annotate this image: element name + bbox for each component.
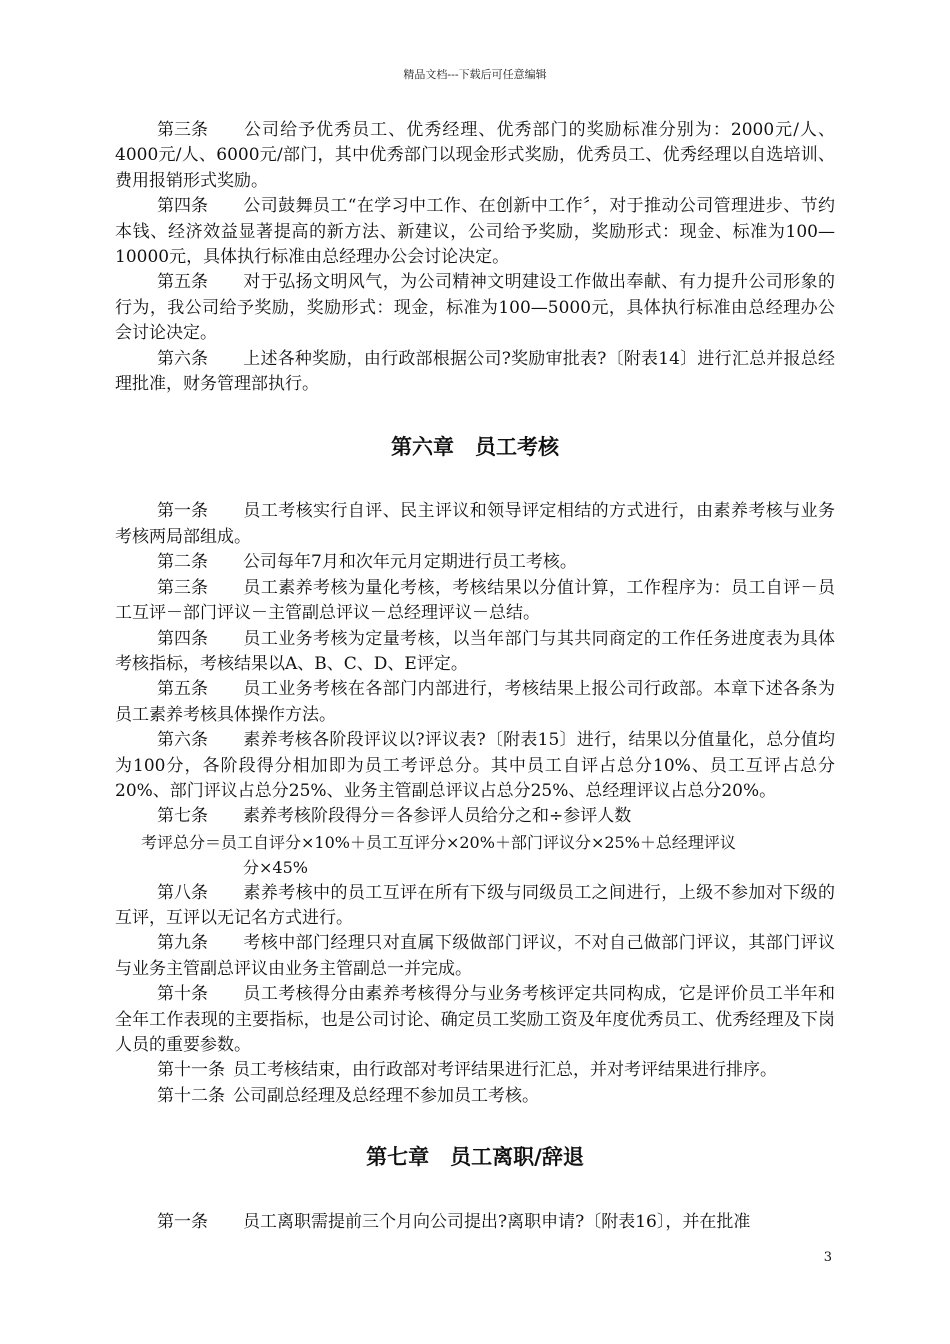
article-number: 第二条 bbox=[157, 552, 208, 573]
article-paragraph bbox=[115, 627, 835, 678]
article-number: 第五条 bbox=[157, 679, 208, 700]
section-rewards bbox=[115, 118, 835, 397]
article-paragraph bbox=[115, 1058, 835, 1083]
chapter-7-heading: 第七章 员工离职/辞退 bbox=[366, 1145, 584, 1170]
article-number: 第四条 bbox=[157, 628, 208, 649]
article-number: 第七条 bbox=[157, 806, 208, 827]
score-formula bbox=[115, 830, 835, 881]
article-number: 第三条 bbox=[157, 120, 208, 140]
article-paragraph bbox=[115, 576, 835, 627]
article-paragraph bbox=[115, 1210, 835, 1235]
article-text: 素养考核阶段得分＝各参评人员给分之和÷参评人数 bbox=[243, 806, 632, 827]
article-number: 第十一条 bbox=[157, 1060, 225, 1081]
article-text: 考核中部门经理只对直属下级做部门评议，不对自己做部门评议，其部门评议与业务主管副总评议由业务主管副总一并完成。 bbox=[115, 933, 835, 979]
article-text: 员工素养考核为量化考核，考核结果以分值计算，工作程序为：员工自评－员工互评－部门评议－主管副总评议－总经理评议－总结。 bbox=[115, 577, 835, 624]
article-text: 员工考核得分由素养考核得分与业务考核评定共同构成，它是评价员工半年和全年工作表现的主要指标，也是公司讨论、确定员工奖励工资及年度优秀员工、优秀经理及下岗人员的重要参数。 bbox=[115, 984, 835, 1055]
article-text: 员工离职需提前三个月向公司提出?离职申请?〔附表16〕，并在批准 bbox=[243, 1212, 751, 1233]
chapter-6-heading: 第六章 员工考核 bbox=[391, 435, 559, 460]
article-number: 第三条 bbox=[157, 577, 208, 598]
article-number: 第十条 bbox=[157, 984, 208, 1005]
document-body bbox=[115, 118, 835, 1236]
formula-line-2: 分×45% bbox=[243, 858, 308, 878]
article-number: 第一条 bbox=[157, 1212, 208, 1233]
article-text: 公司副总经理及总经理不参加员工考核。 bbox=[233, 1085, 539, 1106]
article-paragraph bbox=[115, 1084, 835, 1109]
article-text: 上述各种奖励，由行政部根据公司?奖励审批表?〔附表14〕进行汇总并报总经理批准，财务管理部执行。 bbox=[115, 348, 835, 395]
article-paragraph bbox=[115, 881, 835, 932]
article-paragraph bbox=[115, 728, 835, 804]
article-paragraph bbox=[115, 118, 835, 194]
section-chapter-7 bbox=[115, 1210, 835, 1235]
article-paragraph bbox=[115, 982, 835, 1058]
article-text: 员工业务考核在各部门内部进行，考核结果上报公司行政部。本章下述各条为员工素养考核具体操作方法。 bbox=[115, 679, 835, 725]
article-paragraph bbox=[115, 677, 835, 728]
article-number: 第四条 bbox=[157, 196, 208, 217]
article-text: 公司鼓舞员工“在学习中工作、在创新中工作〞，对于推动公司管理进步、节约本钱、经济效益显著提高的新方法、新建议，公司给予奖励，奖励形式：现金、标准为100—10000元，具体执行标准由总经理办公会讨论决定。 bbox=[115, 196, 835, 268]
article-number: 第六条 bbox=[157, 730, 208, 751]
article-text: 对于弘扬文明风气，为公司精神文明建设工作做出奉献、有力提升公司形象的行为，我公司给予奖励，奖励形式：现金，标准为100—5000元，具体执行标准由总经理办公会讨论决定。 bbox=[115, 272, 835, 344]
article-text: 员工业务考核为定量考核，以当年部门与其共同商定的工作任务进度表为具体考核指标，考核结果以A、B、C、D、E评定。 bbox=[115, 628, 835, 674]
article-paragraph bbox=[115, 270, 835, 346]
article-text: 员工考核实行自评、民主评议和领导评定相结的方式进行，由素养考核与业务考核两局部组成。 bbox=[115, 501, 835, 547]
article-number: 第八条 bbox=[157, 882, 208, 903]
article-number: 第六条 bbox=[157, 348, 208, 369]
article-paragraph bbox=[115, 499, 835, 550]
article-paragraph bbox=[115, 347, 835, 398]
article-text: 员工考核结束，由行政部对考评结果进行汇总，并对考评结果进行排序。 bbox=[233, 1060, 777, 1081]
article-paragraph bbox=[115, 194, 835, 270]
article-text: 素养考核中的员工互评在所有下级与同级员工之间进行，上级不参加对下级的互评，互评以无记名方式进行。 bbox=[115, 882, 835, 928]
article-number: 第五条 bbox=[157, 272, 208, 293]
formula-line-1: 考评总分＝员工自评分×10%＋员工互评分×20%＋部门评议分×25%＋总经理评议 bbox=[141, 832, 736, 852]
section-chapter-6 bbox=[115, 499, 835, 1109]
page-number: 3 bbox=[823, 1250, 832, 1265]
article-paragraph bbox=[115, 804, 835, 829]
article-text: 素养考核各阶段评议以?评议表?〔附表15〕进行，结果以分值量化，总分值均为100分，各阶段得分相加即为员工考评总分。其中员工自评占总分10%、员工互评占总分20%、部门评议占总分25%、业务主管副总评议占总分25%、总经理评议占总分20%。 bbox=[115, 730, 835, 801]
article-text: 公司给予优秀员工、优秀经理、优秀部门的奖励标准分别为：2000元/人、4000元/人、6000元/部门，其中优秀部门以现金形式奖励，优秀员工、优秀经理以自选培训、费用报销形式奖励。 bbox=[115, 120, 835, 191]
article-paragraph bbox=[115, 550, 835, 575]
article-number: 第一条 bbox=[157, 501, 208, 522]
page-header: 精品文档---下载后可任意编辑 bbox=[403, 68, 547, 81]
article-paragraph bbox=[115, 931, 835, 982]
article-number: 第十二条 bbox=[157, 1085, 225, 1106]
article-text: 公司每年7月和次年元月定期进行员工考核。 bbox=[243, 552, 577, 573]
article-number: 第九条 bbox=[157, 933, 208, 954]
